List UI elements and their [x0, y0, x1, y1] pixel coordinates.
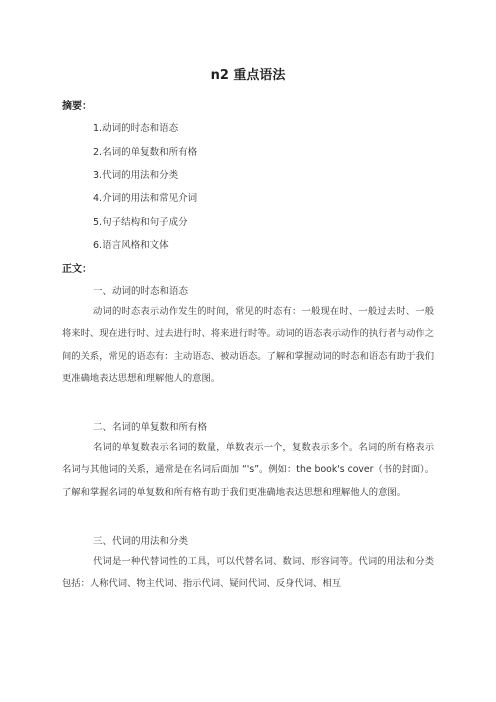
toc-item: 4.介词的用法和常见介词 — [93, 193, 198, 204]
section-paragraph: 代词是一种代替词性的工具，可以代替名词、数词、形容词等。代词的用法和分类包括：人称代词、物主代词、指示代词、疑问代词、反身代词、相互 — [62, 556, 434, 590]
abstract-label: 摘要： — [62, 101, 92, 112]
toc-item: 5.句子结构和句子成分 — [93, 217, 188, 228]
toc-item: 3.代词的用法和分类 — [93, 170, 179, 181]
toc-item: 2.名词的单复数和所有格 — [93, 147, 198, 158]
section-heading: 一、动词的时态和语态 — [93, 286, 189, 297]
section-heading: 二、名词的单复数和所有格 — [93, 422, 208, 433]
section-paragraph: 动词的时态表示动作发生的时间，常见的时态有：一般现在时、一般过去时、一般将来时、现在进行时、过去进行时、将来进行时等。动词的语态表示动作的执行者与动作之间的关系，常见的语态有：主动语态、被动语态。了解和掌握动词的时态和语态有助于我们更准确地表达思想和理解他人的意图。 — [62, 306, 434, 384]
toc-item: 6.语言风格和文体 — [93, 240, 169, 251]
toc-item: 1.动词的时态和语态 — [93, 123, 179, 134]
section-paragraph: 名词的单复数表示名词的数量，单数表示一个，复数表示多个。名词的所有格表示名词与其他词的关系，通常是在名词后面加 “'s”。例如：the book's cover（书的封面）。了解和掌握名词的单复数和所有格有助于我们更准确地表达思想和理解他人的意图。 — [62, 442, 434, 498]
document-title: n2 重点语法 — [210, 68, 286, 83]
body-label: 正文： — [62, 264, 92, 275]
section-heading: 三、代词的用法和分类 — [93, 536, 189, 547]
